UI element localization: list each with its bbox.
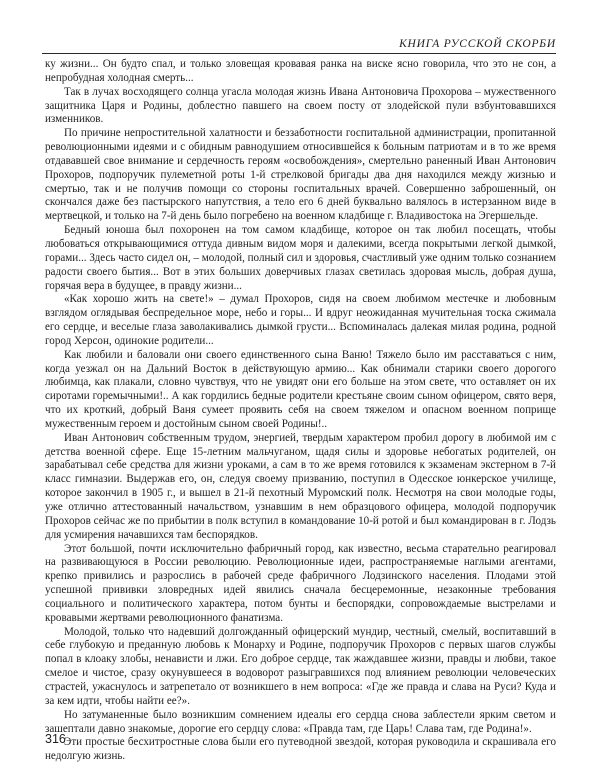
- paragraph: Молодой, только что надевший долгожданный офицерский мундир, честный, смелый, воспитавший в себе глубокую и преданную любовь к Монарху и Родине, подпоручик Прохоров с первых шагов службы попал в клоаку злобы, ненависти и лжи. Его доброе сердце, так жаждавшее жизни, правды и любви, такое смелое и чистое, сразу окунувшееся в водоворот разыгравшихся под влиянием революции человеческих страстей, ужаснулось и затрепетало от возникшего в нем вопроса: «Где же правда и слава на Руси? Куда и за кем идти, чтобы найти ее?».: [45, 625, 556, 707]
- paragraph: Так в лучах восходящего солнца угасла молодая жизнь Ивана Антоновича Прохорова – мужественного защитника Царя и Родины, доблестно павшего на своем посту от злодейской пули взбунтовавшихся изменников.: [45, 85, 556, 126]
- paragraph: Но затуманенные было возникшим сомнением идеалы его сердца снова заблестели ярким светом и зашептали давно знакомые, дорогие его сердцу слова: «Правда там, где Царь! Слава там, где Родина!».: [45, 708, 556, 735]
- paragraph: Иван Антонович собственным трудом, энергией, твердым характером пробил дорогу в любимой им с детства военной сфере. Еще 15-летним мальчуганом, щадя силы и здоровье небогатых родителей, он зарабатывал себе средства для жизни уроками, а сам в то же время готовился к экзаменам экстерном в 7-й класс гимназии. Выдержав его, он, следуя своему призванию, поступил в Одесское юнкерское училище, которое закончил в 1905 г., и вышел в 21-й пехотный Муромский полк. Несмотря на свои молодые годы, уже отлично аттестованный начальством, узнавшим в нем образцового офицера, молодой подпоручик Прохоров сейчас же по прибытии в полк вступил в командование 10-й ротой и был командирован в г. Лодзь для усмирения начавшихся там беспорядков.: [45, 431, 556, 541]
- paragraph: ку жизни... Он будто спал, и только зловещая кровавая ранка на виске ясно говорила, что это не сон, а непробудная холодная смерть...: [45, 58, 556, 84]
- paragraph: По причине непростительной халатности и беззаботности госпитальной администрации, пропитанной революционными идеями и с обидным равнодушием относившейся к больным патриотам и в то же время отдававшей свое внимание и сердечность героям «освобождения», смертельно раненный Иван Антонович Прохоров, подпоручик пулеметной роты 1-й стрелковой бригады два дня находился между жизнью и смертью, так и не получив помощи со стороны госпитальных врачей. Совершенно заброшенный, он скончался даже без пастырского напутствия, а тело его 6 дней буквально валялось в истерзанном виде в мертвецкой, и только на 7-й день было погребено на военном кладбище г. Владивостока на Эгершельде.: [45, 127, 556, 223]
- paragraph: Бедный юноша был похоронен на том самом кладбище, которое он так любил посещать, чтобы любоваться открывающимися оттуда дивным видом моря и далекими, всегда покрытыми легкой дымкой, горами... Здесь часто сидел он, – молодой, полный сил и здоровья, счастливый уже одним только сознанием радости своего бытия... Вот в этих больших доверчивых глазах светилась здоровая мысль, добрая душа, горячая вера в будущее, в правду жизни...: [45, 224, 556, 292]
- paragraph: Как любили и баловали они своего единственного сына Ваню! Тяжело было им расставаться с ним, когда уезжал он на Дальний Восток в действующую армию... Как обнимали старики своего дорогого любимца, как плакали, словно чувствуя, что не увидят они его больше на этом свете, что оставляет он их сиротами горемычными!.. А как гордились бедные родители крестьяне своим сыном офицером, свято веря, что их кроткий, добрый Ваня сумеет проявить себя на своем тяжелом и опасном военном поприще мужественным героем и достойным сыном своей Родины!..: [45, 348, 556, 430]
- paragraph: Этот большой, почти исключительно фабричный город, как известно, весьма старательно реагировал на развивающуюся в России революцию. Революционные идеи, распространяемые наглыми агентами, крепко привились и разрослись в рабочей среде фабричного Лодзинского населения. Плодами этой успешной прививки зловредных идей явились сначала бесцеремонные, незаконные требования социального и политического характера, потом бунты и беспорядки, сопровождаемые выстрелами и кровавыми жертвами революционного фанатизма.: [45, 542, 556, 624]
- header-divider: [42, 53, 556, 54]
- paragraph: Эти простые бесхитростные слова были его путеводной звездой, которая руководила и скрашивала его недолгую жизнь.: [45, 736, 556, 763]
- paragraph: «Как хорошо жить на свете!» – думал Прохоров, сидя на своем любимом местечке и любовным взглядом оглядывая беспредельное море, небо и горы... И вдруг неожиданная мучительная тоска сжимала его сердце, и веселые глаза заволакивались дымкой грусти... Вспоминалась далекая милая родина, родной город Херсон, одинокие родители...: [45, 293, 556, 347]
- body-text: [45, 58, 556, 764]
- page-number: 316: [45, 732, 66, 746]
- running-header: КНИГА РУССКОЙ СКОРБИ: [399, 38, 556, 50]
